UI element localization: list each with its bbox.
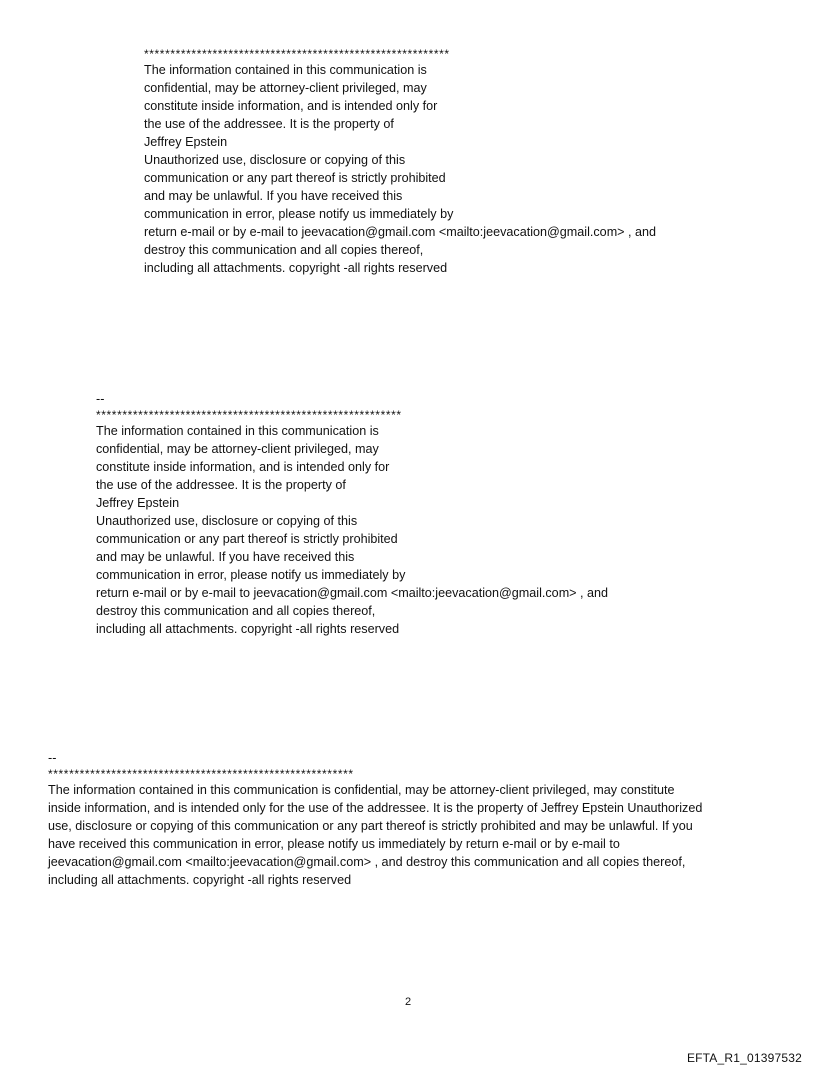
notice-line: destroy this communication and all copies thereof, (144, 243, 424, 257)
notice-line: communication in error, please notify us immediately by (144, 207, 454, 221)
notice-line: return e-mail or by e-mail to jeevacation@gmail.com <mailto:jeevacation@gmail.com> , and (144, 225, 657, 239)
notice-line: communication in error, please notify us immediately by (96, 568, 406, 582)
notice-line: destroy this communication and all copies thereof, (96, 604, 376, 618)
confidentiality-notice-1 (144, 47, 656, 277)
notice-line: The information contained in this communication is confidential, may be attorney-client privileged, may constitute (48, 783, 675, 797)
notice-line: the use of the addressee. It is the property of (96, 478, 346, 492)
notice-line: communication or any part thereof is strictly prohibited (96, 532, 398, 546)
notice-line: Jeffrey Epstein (144, 135, 228, 149)
notice-line: have received this communication in error, please notify us immediately by return e-mail or by e-mail to (48, 837, 620, 851)
bates-number: EFTA_R1_01397532 (686, 1051, 802, 1065)
notice-line: Unauthorized use, disclosure or copying of this (144, 153, 406, 167)
notice-line: confidential, may be attorney-client privileged, may (144, 81, 427, 95)
notice-line: The information contained in this communication is (144, 63, 427, 77)
asterisk-separator: ********************************************************** (96, 408, 402, 422)
notice-line: use, disclosure or copying of this communication or any part thereof is strictly prohibited and may be unlawful. If you (48, 819, 693, 833)
notice-line: including all attachments. copyright -all rights reserved (48, 873, 352, 887)
page-number: 2 (404, 996, 412, 1008)
notice-line: and may be unlawful. If you have received this (96, 550, 355, 564)
notice-line: jeevacation@gmail.com <mailto:jeevacation@gmail.com> , and destroy this communication and all copies thereof, (48, 855, 686, 869)
notice-line: including all attachments. copyright -all rights reserved (144, 261, 448, 275)
confidentiality-notice-3 (48, 749, 768, 889)
asterisk-separator: ********************************************************** (48, 767, 354, 781)
notice-line: and may be unlawful. If you have received this (144, 189, 403, 203)
notice-line: communication or any part thereof is strictly prohibited (144, 171, 446, 185)
notice-line: constitute inside information, and is intended only for (96, 460, 390, 474)
confidentiality-notice-2 (96, 390, 608, 638)
signature-separator: -- (96, 392, 105, 406)
notice-line: Jeffrey Epstein (96, 496, 180, 510)
notice-line: the use of the addressee. It is the property of (144, 117, 394, 131)
notice-line: The information contained in this communication is (96, 424, 379, 438)
notice-line: inside information, and is intended only for the use of the addressee. It is the property of Jeffrey Epstein Unauthorized (48, 801, 703, 815)
notice-line: constitute inside information, and is intended only for (144, 99, 438, 113)
asterisk-separator: ********************************************************** (144, 47, 450, 61)
notice-line: Unauthorized use, disclosure or copying of this (96, 514, 358, 528)
signature-separator: -- (48, 751, 57, 765)
notice-line: return e-mail or by e-mail to jeevacation@gmail.com <mailto:jeevacation@gmail.com> , and (96, 586, 609, 600)
notice-line: confidential, may be attorney-client privileged, may (96, 442, 379, 456)
notice-line: including all attachments. copyright -all rights reserved (96, 622, 400, 636)
